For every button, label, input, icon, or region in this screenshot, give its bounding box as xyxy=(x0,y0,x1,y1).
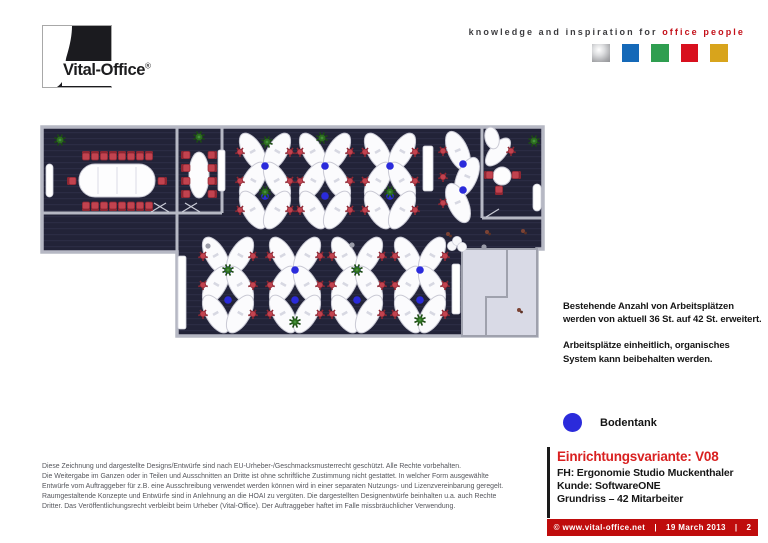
chair xyxy=(208,190,217,198)
chair xyxy=(118,202,126,211)
bodentank-dot xyxy=(416,266,424,274)
bodentank-dot xyxy=(459,160,467,168)
chair xyxy=(127,202,135,211)
wall-fixture xyxy=(218,150,225,191)
variant-divider-line xyxy=(547,447,550,518)
chair xyxy=(118,151,126,160)
lounge-seat xyxy=(457,242,466,251)
bodentank-dot xyxy=(353,296,361,304)
chair xyxy=(109,202,117,211)
chair xyxy=(136,151,144,160)
chair xyxy=(91,202,99,211)
info-line: Arbeitsplätze einheitlich, organisches xyxy=(563,340,730,352)
legend xyxy=(563,413,657,432)
bodentank-dot xyxy=(261,162,269,170)
bodentank-dot xyxy=(321,162,329,170)
info-paragraph-1 xyxy=(563,300,768,326)
variant-block xyxy=(557,449,762,507)
disclaimer-line: Diese Zeichnung und dargestellte Designs/Entwürfe sind nach EU-Urheber-/Geschmacksmusterrecht geschützt. Alle Rechte vorbehalten. xyxy=(42,463,462,470)
bodentank-dot xyxy=(459,186,467,194)
wall-fixture xyxy=(178,256,186,329)
chair xyxy=(145,151,153,160)
footer-copyright: © www.vital-office.net xyxy=(553,523,646,532)
slogan-red: office people xyxy=(662,27,745,37)
bodentank-dot xyxy=(291,296,299,304)
variant-line-grundriss: Grundriss – 42 Mitarbeiter xyxy=(557,493,684,506)
info-paragraph-2 xyxy=(563,339,768,365)
chair xyxy=(67,177,76,185)
variant-title: Einrichtungsvariante: V08 xyxy=(557,449,719,464)
chair xyxy=(127,151,135,160)
chair xyxy=(181,177,190,185)
info-line: werden von aktuell 36 St. auf 42 St. erweitert. xyxy=(563,314,762,326)
chair xyxy=(136,202,144,211)
chair xyxy=(109,151,117,160)
bodentank-legend-dot xyxy=(563,413,582,432)
chair xyxy=(484,171,493,179)
footer-separator: | xyxy=(654,523,657,532)
wall-fixture xyxy=(452,264,460,314)
bodentank-dot xyxy=(291,266,299,274)
chair xyxy=(495,186,503,195)
footer-bar xyxy=(547,519,758,536)
footer-date: 19 March 2013 xyxy=(665,523,726,532)
disclaimer-line: Die Weitergabe im Ganzen oder in Teilen und Ausschnitten an Dritte ist ohne schriftliche Zustimmung nicht gestattet. In welcher Form ausgewählte xyxy=(42,473,489,480)
chair xyxy=(100,151,108,160)
footer-page-number: 2 xyxy=(746,523,752,532)
bodentank-dot xyxy=(416,296,424,304)
bodentank-dot xyxy=(224,296,232,304)
legal-disclaimer xyxy=(42,462,547,512)
disclaimer-line: Dritter. Das Veröffentlichungsrecht verbleibt beim Urheber (Vital-Office). Der Auftraggeber haftet im Falle missbräuchlicher Verwendung. xyxy=(42,503,456,510)
bodentank-dot xyxy=(386,162,394,170)
registered-mark: ® xyxy=(145,61,151,71)
chair xyxy=(512,171,521,179)
chair xyxy=(100,202,108,211)
bodentank-dot xyxy=(321,192,329,200)
wall-fixture xyxy=(533,184,541,211)
chair xyxy=(181,151,190,159)
wall-fixture xyxy=(46,164,53,197)
variant-line-fh: FH: Ergonomie Studio Muckenthaler xyxy=(557,467,734,479)
floor-dot xyxy=(481,244,486,249)
round-table xyxy=(493,167,511,185)
disclaimer-line: Raumgestaltende Konzepte und Entwürfe sind in Anlehnung an die HOAI zu vergüten. Die dargestellten Designentwürfe beinhalten u.a. auch Rechte xyxy=(42,493,497,500)
stairwell-rooms xyxy=(462,249,537,336)
meeting-table xyxy=(189,152,209,198)
slogan-gray: knowledge and inspiration for xyxy=(468,27,663,37)
chair xyxy=(208,164,217,172)
chair xyxy=(208,151,217,159)
variant-line-kunde: Kunde: SoftwareONE xyxy=(557,480,661,493)
chair xyxy=(158,177,167,185)
floor-dot xyxy=(349,242,354,247)
chair xyxy=(208,177,217,185)
chair xyxy=(181,190,190,198)
floor-dot xyxy=(205,243,210,248)
disclaimer-line: Entwürfe vom Auftraggeber für z.B. eine Ausschreibung verwendet werden können wird in einer separaten Nutzungs- und Lizenzvereinbarung geregelt. xyxy=(42,483,504,490)
chair xyxy=(145,202,153,211)
workplace-info-text xyxy=(563,300,768,366)
footer-separator: | xyxy=(734,523,738,532)
chair xyxy=(82,151,90,160)
wall-fixture xyxy=(423,146,433,191)
chair xyxy=(181,164,190,172)
chair xyxy=(91,151,99,160)
info-line: System kann beibehalten werden. xyxy=(563,353,713,365)
chair xyxy=(82,202,90,211)
logo-wordmark-text: Vital-Office xyxy=(63,61,146,79)
legend-label: Bodentank xyxy=(600,416,657,429)
info-line: Bestehende Anzahl von Arbeitsplätzen xyxy=(563,301,734,312)
